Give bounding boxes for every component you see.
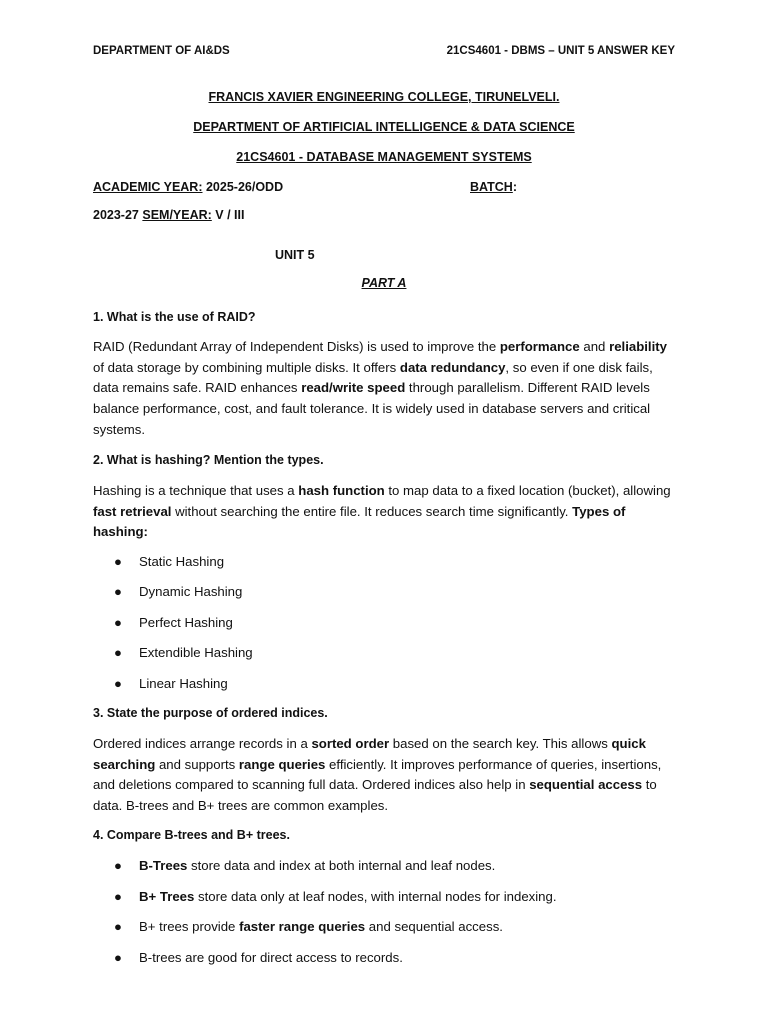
header-course-unit: 21CS4601 - DBMS – UNIT 5 ANSWER KEY bbox=[446, 45, 675, 57]
text-run: store data only at leaf nodes, with internal nodes for indexing. bbox=[194, 889, 557, 904]
text-run: and supports bbox=[155, 756, 239, 772]
text-run: to data. B-trees and B+ trees are common examples. bbox=[93, 777, 657, 814]
academic-year bbox=[93, 180, 283, 194]
text-run: and sequential access. bbox=[365, 919, 503, 934]
text-run: , so even if one disk fails, data remains safe. RAID enhances bbox=[93, 359, 653, 396]
part-heading: PART A bbox=[361, 276, 407, 290]
question-1: 1. What is the use of RAID? bbox=[93, 310, 256, 324]
question-2: 2. What is hashing? Mention the types. bbox=[93, 453, 324, 467]
hashing-type: Dynamic Hashing bbox=[139, 584, 243, 599]
list-item: ● B-trees are good for direct access to records. bbox=[114, 950, 403, 965]
bold-text-run: sequential access bbox=[529, 777, 643, 793]
batch-label: BATCH bbox=[470, 180, 513, 194]
bold-text-run: fast retrieval bbox=[93, 503, 172, 519]
bold-text-run: performance bbox=[499, 339, 580, 354]
bold-text-run: quick searching bbox=[93, 736, 646, 772]
question-4: 4. Compare B-trees and B+ trees. bbox=[93, 828, 290, 842]
text-run: B+ trees provide bbox=[139, 919, 240, 934]
comparison-point bbox=[139, 919, 503, 934]
academic-year-label: ACADEMIC YEAR: bbox=[93, 180, 203, 194]
comparison-point bbox=[139, 889, 557, 904]
answer-1 bbox=[93, 337, 673, 441]
bold-text-run: data redundancy bbox=[399, 359, 506, 375]
hashing-type: Perfect Hashing bbox=[139, 615, 233, 630]
text-run: of data storage by combining multiple disks. It offers bbox=[93, 359, 400, 375]
text-run: store data and index at both internal and leaf nodes. bbox=[187, 858, 496, 873]
batch-sem-line bbox=[93, 208, 244, 222]
bold-text-run: read/write speed bbox=[301, 380, 406, 396]
comparison-point bbox=[139, 858, 495, 873]
college-title: FRANCIS XAVIER ENGINEERING COLLEGE, TIRUNELVELI. bbox=[208, 90, 560, 104]
unit-heading: UNIT 5 bbox=[275, 248, 315, 262]
academic-year-value: 2025-26/ODD bbox=[202, 180, 284, 194]
list-item: ● Static Hashing bbox=[114, 554, 225, 569]
text-run: without searching the entire file. It reduces search time significantly. bbox=[171, 503, 573, 519]
text-run: and bbox=[579, 339, 610, 354]
text-run: Ordered indices arrange records in a bbox=[93, 736, 312, 751]
department-title: DEPARTMENT OF ARTIFICIAL INTELLIGENCE & DATA SCIENCE bbox=[193, 120, 575, 134]
comparison-point bbox=[139, 950, 403, 965]
batch-value: 2023-27 bbox=[93, 208, 139, 222]
list-item: ● B+ Trees store data only at leaf nodes, with internal nodes for indexing. bbox=[114, 889, 557, 904]
hashing-type: Static Hashing bbox=[139, 554, 225, 569]
list-item: ● Dynamic Hashing bbox=[114, 584, 243, 599]
list-item: ● Linear Hashing bbox=[114, 676, 228, 691]
sem-value: V / III bbox=[211, 208, 245, 222]
bold-text-run: B-Trees bbox=[139, 858, 188, 873]
bold-text-run: sorted order bbox=[311, 736, 390, 751]
bold-text-run: faster range queries bbox=[239, 919, 366, 934]
text-run: efficiently. It improves performance of queries, insertions, and deletions compared to scanning full data. Ordered indices also help in bbox=[93, 756, 662, 793]
text-run: Hashing is a technique that uses a bbox=[93, 483, 299, 498]
answer-2 bbox=[93, 481, 673, 543]
text-run: RAID (Redundant Array of Independent Disks) is used to improve the bbox=[93, 339, 500, 354]
hashing-type: Linear Hashing bbox=[139, 676, 228, 691]
text-run: B-trees are good for direct access to records. bbox=[139, 950, 403, 965]
header-department: DEPARTMENT OF AI&DS bbox=[93, 45, 230, 57]
text-run: to map data to a fixed location (bucket), allowing bbox=[384, 483, 671, 498]
text-run: through parallelism. Different RAID levels balance performance, cost, and fault tolerance. It is widely used in database servers and critical systems. bbox=[93, 380, 651, 437]
bold-text-run: reliability bbox=[609, 339, 667, 354]
question-3: 3. State the purpose of ordered indices. bbox=[93, 706, 328, 720]
bold-text-run: range queries bbox=[238, 756, 326, 772]
bold-text-run: Types of hashing: bbox=[93, 503, 626, 540]
batch bbox=[470, 180, 517, 194]
sem-label: SEM/YEAR: bbox=[142, 208, 212, 222]
list-item: ● Extendible Hashing bbox=[114, 645, 253, 660]
bold-text-run: B+ Trees bbox=[139, 889, 195, 904]
hashing-type: Extendible Hashing bbox=[139, 645, 253, 660]
list-item: ● B-Trees store data and index at both internal and leaf nodes. bbox=[114, 858, 496, 873]
list-item: ● B+ trees provide faster range queries and sequential access. bbox=[114, 919, 503, 934]
text-run: based on the search key. This allows bbox=[389, 736, 612, 751]
course-title: 21CS4601 - DATABASE MANAGEMENT SYSTEMS bbox=[236, 150, 532, 164]
list-item: ● Perfect Hashing bbox=[114, 615, 233, 630]
bold-text-run: hash function bbox=[298, 483, 385, 498]
batch-colon: : bbox=[512, 180, 517, 194]
answer-3 bbox=[93, 734, 673, 817]
